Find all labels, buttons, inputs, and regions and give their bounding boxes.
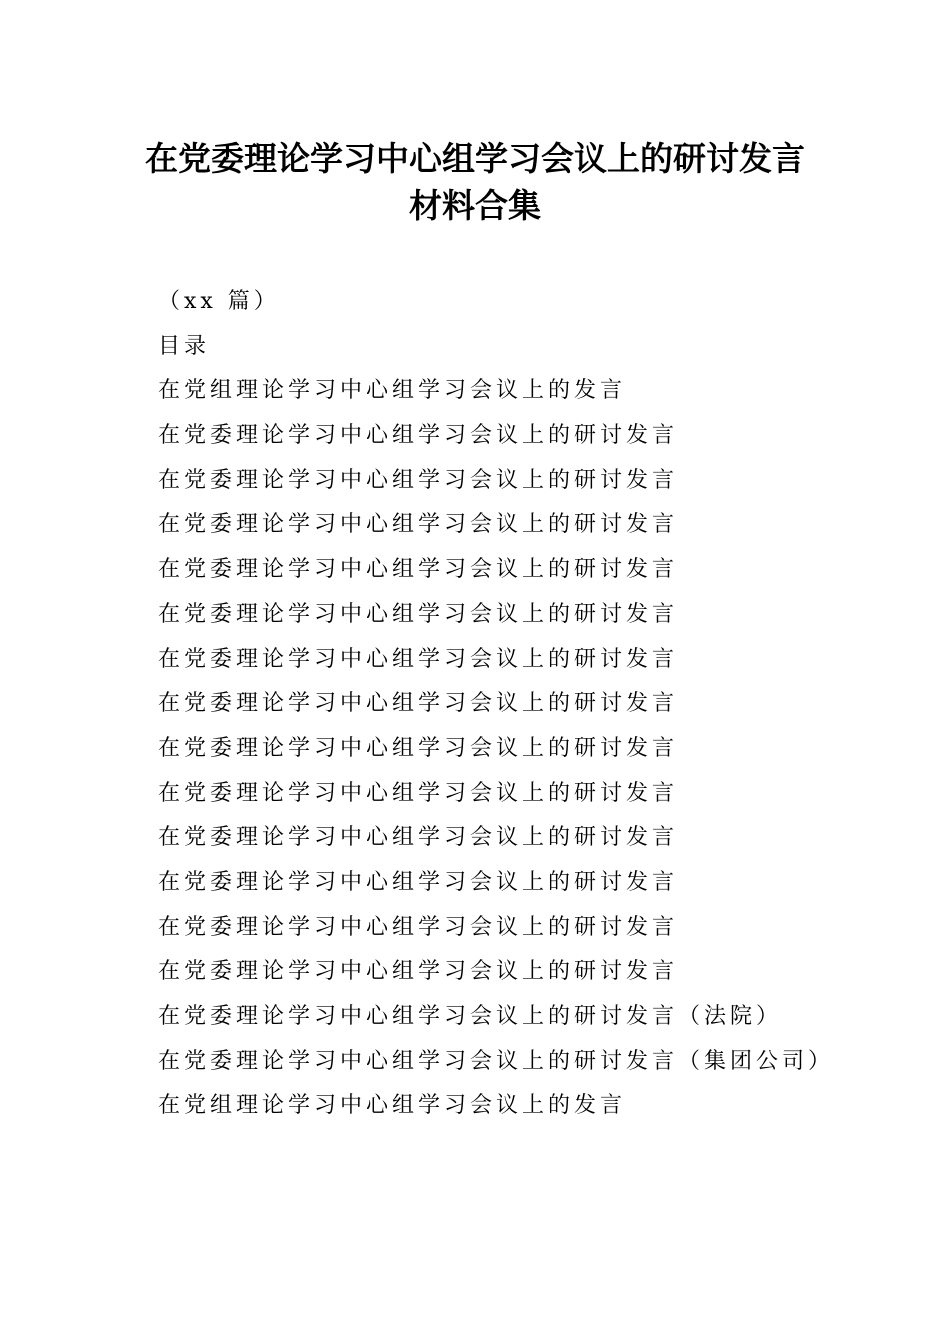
toc-item: 在党组理论学习中心组学习会议上的发言: [158, 378, 627, 404]
toc-item: 在党委理论学习中心组学习会议上的研讨发言: [158, 959, 679, 985]
toc-list: [158, 369, 918, 1129]
toc-item: 在党委理论学习中心组学习会议上的研讨发言: [158, 646, 679, 672]
toc-item: 在党委理论学习中心组学习会议上的研讨发言: [158, 691, 679, 717]
title-line-1: 在党委理论学习中心组学习会议上的研讨发言: [145, 139, 805, 178]
toc-item: 在党委理论学习中心组学习会议上的研讨发言: [158, 557, 679, 583]
title-line-2: 材料合集: [409, 186, 541, 225]
toc-item: 在党委理论学习中心组学习会议上的研讨发言（法院）: [158, 1004, 783, 1029]
document-body: [158, 280, 918, 1129]
count-note: （xx 篇）: [158, 289, 280, 314]
toc-item: 在党委理论学习中心组学习会议上的研讨发言: [158, 914, 679, 940]
toc-item: 在党委理论学习中心组学习会议上的研讨发言: [158, 780, 679, 806]
toc-item: 在党委理论学习中心组学习会议上的研讨发言（集团公司）: [158, 1048, 835, 1074]
toc-heading: 目录: [158, 333, 211, 359]
toc-item: 在党委理论学习中心组学习会议上的研讨发言: [158, 869, 679, 895]
document-title: [0, 135, 950, 229]
toc-item: 在党委理论学习中心组学习会议上的研讨发言: [158, 825, 679, 851]
toc-item: 在党委理论学习中心组学习会议上的研讨发言: [158, 601, 679, 627]
toc-item: 在党组理论学习中心组学习会议上的发言: [158, 1093, 627, 1119]
toc-item: 在党委理论学习中心组学习会议上的研讨发言: [158, 423, 679, 449]
toc-item: 在党委理论学习中心组学习会议上的研讨发言: [158, 467, 679, 493]
toc-item: 在党委理论学习中心组学习会议上的研讨发言: [158, 735, 679, 761]
toc-item: 在党委理论学习中心组学习会议上的研讨发言: [158, 512, 679, 538]
